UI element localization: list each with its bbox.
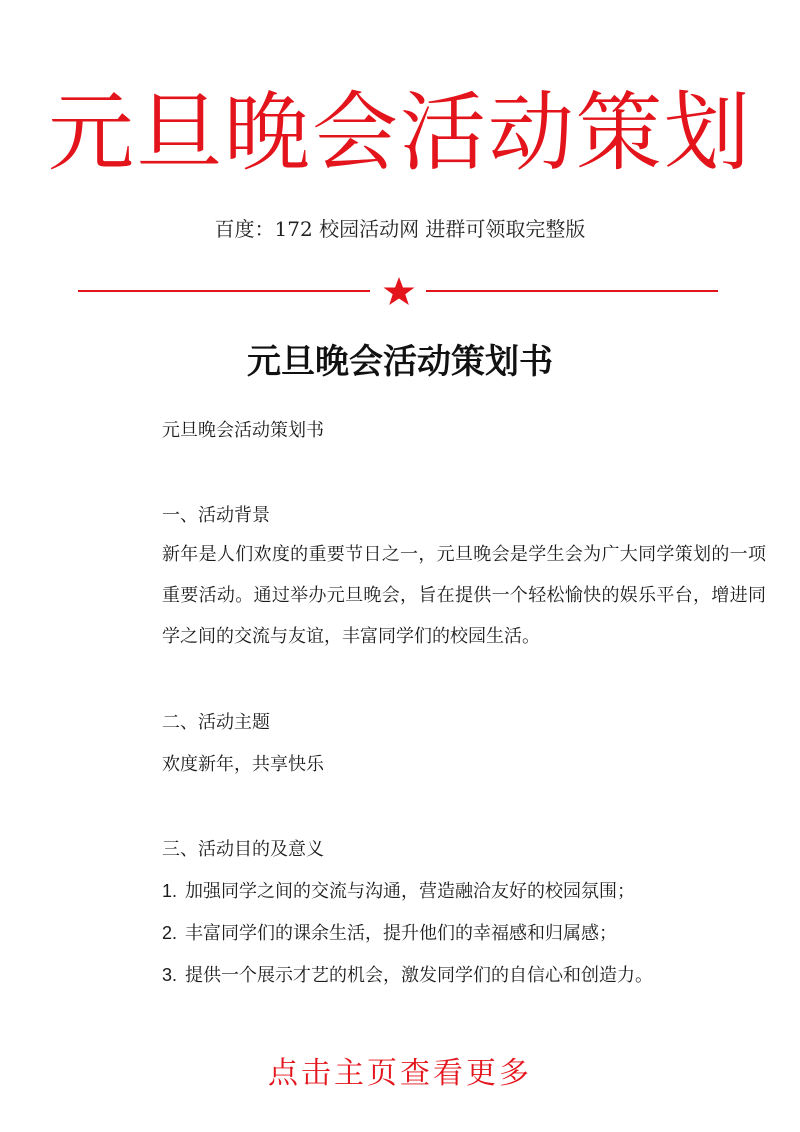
star-icon	[382, 276, 416, 306]
list-item-text: 丰富同学们的课余生活，提升他们的幸福感和归属感；	[185, 923, 618, 944]
section-heading-background: 一、活动背景	[162, 505, 270, 526]
banner-subtitle: 百度：172 校园活动网 进群可领取完整版	[214, 217, 586, 241]
list-item	[162, 956, 772, 995]
red-divider	[78, 276, 718, 306]
list-item-number: 1.	[162, 881, 178, 901]
list-item-number: 2.	[162, 923, 178, 943]
divider-line-left	[78, 290, 370, 292]
section-heading-purpose: 三、活动目的及意义	[162, 839, 324, 860]
list-item	[162, 914, 772, 953]
intro-line: 元旦晚会活动策划书	[162, 420, 324, 441]
section-paragraph-theme: 欢度新年，共享快乐	[162, 754, 324, 775]
document-title: 元旦晚会活动策划书	[247, 342, 553, 382]
divider-line-right	[426, 290, 718, 292]
list-item-text: 加强同学之间的交流与沟通，营造融洽友好的校园氛围；	[185, 881, 636, 902]
view-more-link[interactable]: 点击主页查看更多	[268, 1056, 532, 1091]
list-item-text: 提供一个展示才艺的机会，激发同学们的自信心和创造力。	[185, 965, 654, 986]
list-item	[162, 872, 772, 911]
list-item-number: 3.	[162, 965, 178, 985]
section-paragraph-background: 新年是人们欢度的重要节日之一，元旦晚会是学生会为广大同学策划的一项重要活动。通过举办元旦晚会，旨在提供一个轻松愉快的娱乐平台，增进同学之间的交流与友谊，丰富同学们的校园生活。	[162, 544, 766, 647]
banner-title: 元旦晚会活动策划	[48, 83, 752, 183]
section-heading-theme: 二、活动主题	[162, 712, 270, 733]
